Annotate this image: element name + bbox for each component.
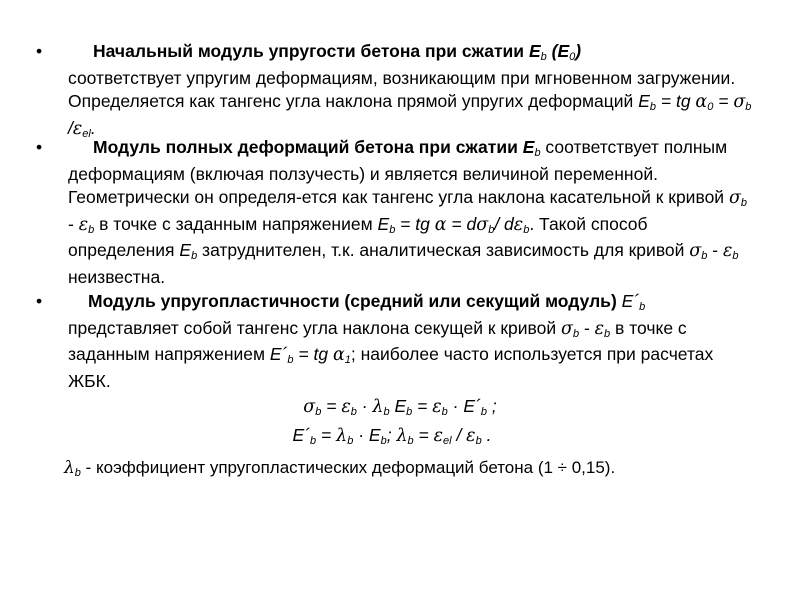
alpha-symbol: α — [695, 92, 708, 112]
subscript: b — [389, 223, 396, 236]
bullet-marker: • — [36, 137, 43, 157]
note-text: - коэффициент упругопластических деформаций бетона (1 ÷ 0,15). — [80, 458, 616, 477]
subscript: b — [523, 223, 530, 236]
subscript: b — [347, 435, 354, 447]
lambda-symbol: λ — [372, 397, 384, 417]
epsilon-symbol: ε — [722, 241, 733, 261]
sigma-symbol: σ — [728, 188, 741, 208]
bullet-body: . Такой способ определения — [68, 213, 648, 260]
bullet-body: ; наиболее часто используется при расчетах ЖБК. — [68, 344, 714, 391]
subscript: b — [732, 250, 739, 262]
subscript: b — [88, 223, 95, 236]
lambda-symbol: λ — [64, 458, 75, 478]
formula-part: . — [481, 425, 492, 445]
subscript: b — [572, 327, 580, 340]
subscript: b — [534, 147, 541, 159]
subscript: b — [287, 354, 294, 366]
sigma-symbol: σ — [561, 318, 573, 339]
alpha-symbol: α — [332, 345, 345, 365]
sigma-symbol: σ — [476, 214, 489, 235]
formula-part: . — [90, 117, 96, 138]
subscript: b — [441, 406, 448, 418]
formula-part: = — [316, 425, 337, 445]
bullet-body: неизвестна. — [68, 266, 166, 287]
epsilon-symbol: ε — [433, 426, 444, 446]
formula-part: E — [389, 396, 407, 416]
subscript: 0 — [707, 101, 714, 113]
epsilon-symbol: ε — [466, 426, 476, 446]
bullet-elastoplastic-modulus — [36, 290, 756, 393]
subscript: b — [191, 250, 198, 262]
formula-part: = tg — [656, 91, 696, 111]
subscript: b — [488, 223, 495, 236]
formula-e: E — [377, 213, 390, 234]
epsilon-symbol: ε — [78, 214, 89, 235]
sigma-symbol: σ — [689, 241, 702, 261]
symbol-e0: (E — [551, 41, 570, 61]
formula-stress-strain — [0, 395, 800, 421]
bullet-body: в точке с заданным напряжением — [68, 317, 687, 364]
formula-part: · — [356, 396, 373, 416]
subscript: b — [639, 301, 646, 313]
formula-part: = — [413, 425, 434, 445]
epsilon-symbol: ε — [594, 318, 605, 339]
formula-part: = — [713, 91, 734, 111]
subscript: el — [443, 435, 452, 447]
epsilon-symbol: ε — [341, 397, 351, 417]
subscript: 0 — [569, 51, 576, 63]
symbol-e: E — [528, 41, 541, 61]
dash: - — [68, 213, 79, 234]
subscript: b — [701, 250, 708, 262]
formula-part: ; — [486, 396, 497, 416]
formula-part: · E´ — [447, 396, 481, 416]
symbol-e-prime: E´ — [621, 291, 640, 311]
subscript: b — [315, 406, 322, 418]
bullet-heading: Модуль упругопластичности (средний или секущий модуль) — [88, 291, 617, 311]
formula-e-prime: E´ — [269, 344, 288, 364]
bullet-text — [68, 290, 756, 393]
subscript: b — [406, 406, 413, 418]
epsilon-symbol: ε — [513, 214, 524, 235]
subscript: b — [383, 406, 390, 418]
subscript: b — [649, 101, 657, 113]
subscript: b — [745, 101, 752, 113]
formula-part: = — [321, 396, 342, 416]
sigma-symbol: σ — [303, 397, 316, 417]
formula-e: E — [179, 240, 192, 260]
formula-elastoplastic — [0, 424, 792, 450]
bullet-heading: Начальный модуль упругости бетона при сжатии — [93, 41, 525, 61]
bullet-marker: • — [36, 291, 43, 311]
subscript: b — [310, 435, 317, 447]
subscript: b — [475, 435, 482, 447]
subscript: b — [407, 435, 414, 447]
bullet-total-deformation-modulus — [36, 136, 756, 289]
bullet-body: затруднителен, т.к. аналитическая зависимость для кривой — [197, 240, 690, 260]
subscript: b — [740, 197, 748, 209]
epsilon-symbol: ε — [72, 118, 83, 139]
lambda-symbol: λ — [396, 426, 408, 446]
sigma-symbol: σ — [733, 92, 746, 112]
formula-e-prime: E´ — [292, 425, 311, 445]
formula-part: / d — [494, 213, 514, 234]
bullet-body: в точке с заданным напряжением — [94, 213, 378, 234]
paren: ) — [575, 41, 582, 61]
bullet-initial-modulus — [36, 40, 756, 143]
subscript: b — [604, 327, 611, 340]
subscript: b — [480, 406, 487, 418]
formula-part: = — [412, 396, 433, 416]
formula-part: · E — [353, 425, 381, 445]
formula-e: E — [638, 91, 650, 111]
bullet-body: соответствует полным деформациям (включая ползучесть) и является величиной переменной. Геометрически он определя-ется как тангенс угла наклона касательной к кривой — [68, 137, 729, 207]
subscript: b — [74, 467, 81, 479]
bullet-marker: • — [36, 41, 43, 61]
bullet-text — [68, 136, 756, 289]
symbol-e: E — [522, 137, 535, 157]
formula-part: / — [68, 117, 73, 138]
bullet-body: представляет собой тангенс угла наклона секущей к кривой — [68, 317, 561, 338]
dash: - — [707, 240, 723, 260]
subscript: b — [540, 51, 547, 63]
formula-part: = tg — [395, 213, 435, 234]
epsilon-symbol: ε — [432, 397, 442, 417]
subscript: 1 — [344, 354, 351, 366]
formula-part: = d — [446, 213, 477, 234]
bullet-text — [68, 40, 756, 143]
formula-part: ; — [386, 425, 397, 445]
dash: - — [579, 317, 595, 338]
subscript: b — [350, 406, 357, 418]
alpha-symbol: α — [434, 214, 447, 235]
lambda-coefficient-note — [64, 456, 764, 482]
formula-part: / — [451, 425, 467, 445]
subscript: el — [82, 127, 91, 140]
bullet-body: соответствует упругим деформациям, возникающим при мгновенном загружении. Определяется как тангенс угла наклона прямой упругих деформаций — [68, 67, 736, 111]
formula-part: = tg — [293, 344, 333, 364]
lambda-symbol: λ — [336, 426, 348, 446]
subscript: b — [380, 435, 387, 447]
bullet-heading: Модуль полных деформаций бетона при сжатии — [93, 137, 518, 157]
